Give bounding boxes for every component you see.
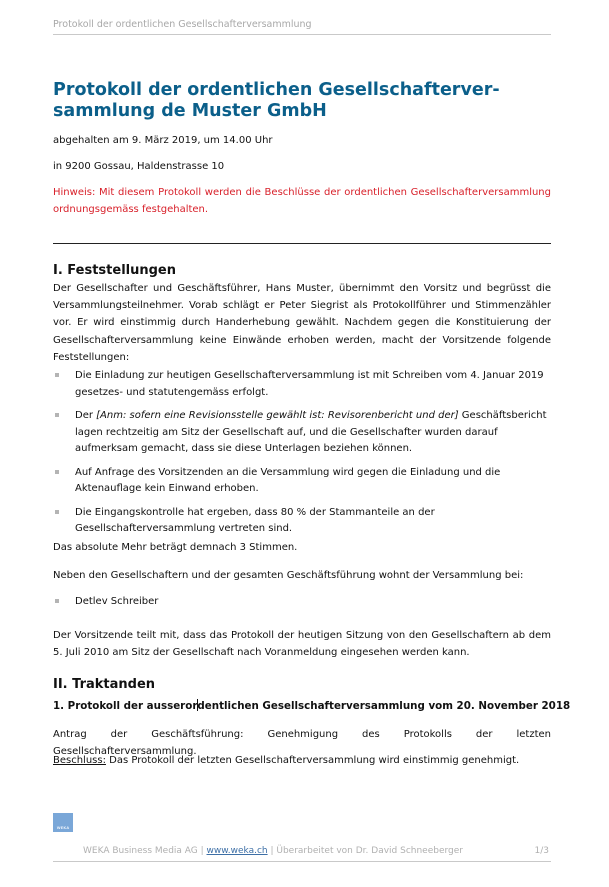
title-line-1: Protokoll der ordentlichen Gesellschafterver- (53, 80, 500, 100)
document-title (53, 80, 553, 122)
list-item: Detlev Schreiber (53, 594, 551, 611)
section-divider (53, 243, 551, 244)
footer-website-link[interactable]: www.weka.ch (206, 846, 268, 856)
resolution-text: Beschluss: Das Protokoll der letzten Gesellschafterversammlung wird einstimmig genehmigt. (53, 755, 520, 766)
section1-intro: Der Gesellschafter und Geschäftsführer, Hans Muster, übernimmt den Vorsitz und begrüsst die Versammlungsteilnehmer. Vorab schlägt er Peter Siegrist als Protokollführer und Stimmenzähler vor. Er wird einstimmig durch Handerhebung gewählt. Nachdem gegen die Konstituierung der Gesellschafterversammlung keine Einwände erhoben werden, macht der Vorsitzende folgende Feststellungen: (53, 283, 551, 363)
attendees-intro: Neben den Gesellschaftern und der gesamten Geschäftsführung wohnt der Versammlung bei: (53, 570, 524, 581)
bullet-square-icon (55, 510, 59, 514)
title-line-2: sammlung de Muster GmbH (53, 101, 327, 121)
list-item: Die Eingangskontrolle hat ergeben, dass 80 % der Stammanteile an der Gesellschafterversammlung vertreten sind. (53, 505, 551, 538)
bullet-square-icon (55, 413, 59, 417)
findings-list (53, 368, 551, 545)
list-item: Die Einladung zur heutigen Gesellschafterversammlung ist mit Schreiben vom 4. Januar 2019 gesetzes- und statutengemäss erfolgt. (53, 368, 551, 401)
bullet-square-icon (55, 599, 59, 603)
agenda-item-1-heading[interactable]: 1. Protokoll der ausserordentlichen Gesellschafterversammlung vom 20. November 2018 (53, 700, 571, 712)
page-number: 1/3 (534, 846, 549, 856)
weka-logo: WEKA (53, 813, 73, 832)
majority-text: Das absolute Mehr beträgt demnach 3 Stimmen. (53, 542, 298, 553)
annotation-note: [Anm: sofern eine Revisionsstelle gewählt ist: Revisorenbericht und der] (96, 410, 459, 421)
running-header: Protokoll der ordentlichen Gesellschafterversammlung (53, 19, 551, 35)
page-footer (53, 846, 551, 862)
bullet-square-icon (55, 470, 59, 474)
resolution-label: Beschluss: (53, 755, 106, 766)
closing-text: Der Vorsitzende teilt mit, dass das Protokoll der heutigen Sitzung von den Gesellschaftern ab dem 5. Juli 2010 am Sitz der Gesellschaft nach Voranmeldung eingesehen werden kann. (53, 630, 551, 658)
attendees-list (53, 594, 551, 618)
bullet-square-icon (55, 373, 59, 377)
date-line: abgehalten am 9. März 2019, um 14.00 Uhr (53, 135, 273, 146)
motion-text: Antrag der Geschäftsführung: Genehmigung des Protokolls der letzten Gesellschafterversammlung. (53, 729, 551, 757)
footer-editor: | Überarbeitet von Dr. David Schneeberger (267, 846, 463, 856)
note-text: Hinweis: Mit diesem Protokoll werden die Beschlüsse der ordentlichen Gesellschafterversammlung ordnungsgemäss festgehalten. (53, 187, 551, 215)
location-line: in 9200 Gossau, Haldenstrasse 10 (53, 161, 225, 172)
list-item: Auf Anfrage des Vorsitzenden an die Versammlung wird gegen die Einladung und die Aktenauflage kein Einwand erhoben. (53, 465, 551, 498)
list-item: Der [Anm: sofern eine Revisionsstelle gewählt ist: Revisorenbericht und der] Geschäftsbericht lagen rechtzeitig am Sitz der Gesellschaft auf, und die Gesellschafter wurden darauf aufmerksam gemacht, dass sie diese Unterlagen beziehen können. (53, 408, 551, 458)
section-heading-feststellungen: I. Feststellungen (53, 263, 176, 278)
footer-company: WEKA Business Media AG | (83, 846, 207, 856)
section-heading-traktanden: II. Traktanden (53, 677, 156, 692)
